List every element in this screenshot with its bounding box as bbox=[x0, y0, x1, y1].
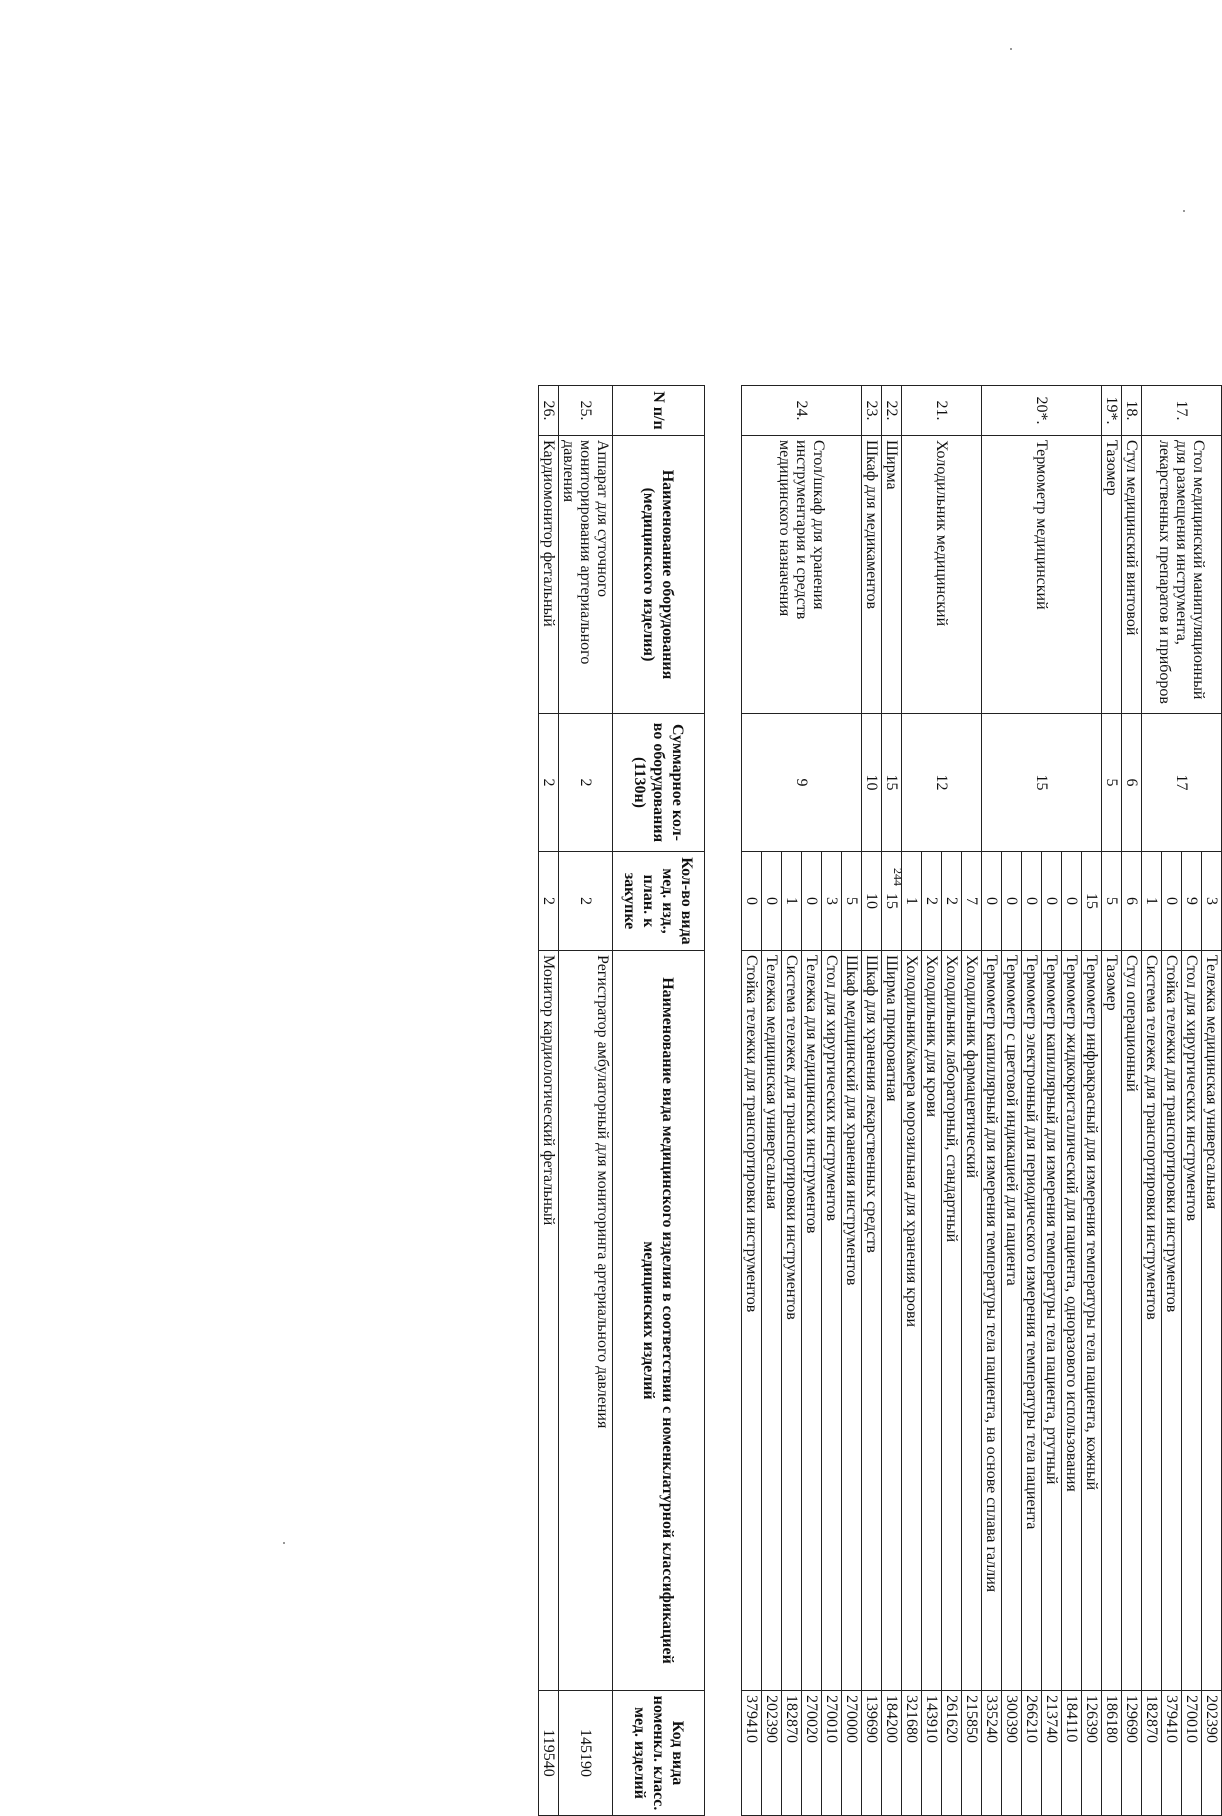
planned-quantity: 0 bbox=[1162, 852, 1182, 951]
device-type-name: Термометр электронный для периодического измерения температуры тела пациента bbox=[1022, 951, 1042, 1691]
planned-quantity: 2 bbox=[539, 852, 559, 951]
equipment-name: Термометр медицинский bbox=[982, 436, 1102, 714]
device-type-name: Стол для хирургических инструментов bbox=[1182, 951, 1202, 1691]
device-code: 145190 bbox=[559, 1691, 613, 1816]
total-quantity: 2 bbox=[539, 714, 559, 852]
device-code: 186180 bbox=[1102, 1691, 1122, 1816]
device-type-name: Тележка медицинская универсальная bbox=[762, 951, 782, 1691]
header-device-type-name: Наименование вида медицинского изделия в соответствии с номенклатурной классификацией медицинских изделий bbox=[613, 951, 705, 1691]
device-type-name: Шкаф медицинский для хранения инструментов bbox=[842, 951, 862, 1691]
row-number: 23. bbox=[862, 386, 882, 436]
planned-quantity: 0 bbox=[1062, 852, 1082, 951]
row-number: 21. bbox=[902, 386, 982, 436]
row-number: 20*. bbox=[982, 386, 1102, 436]
device-type-name: Ширма прикроватная bbox=[882, 951, 902, 1691]
planned-quantity: 2 bbox=[922, 852, 942, 951]
total-quantity: 17 bbox=[1142, 714, 1222, 852]
equipment-name: Кардиомонитор фетальный bbox=[539, 436, 559, 714]
scan-speck bbox=[1010, 48, 1012, 50]
planned-quantity: 0 bbox=[982, 852, 1002, 951]
planned-quantity: 9 bbox=[1182, 852, 1202, 951]
total-quantity: 15 bbox=[882, 714, 902, 852]
planned-quantity: 1 bbox=[1142, 852, 1162, 951]
device-code: 270010 bbox=[1182, 1691, 1202, 1816]
device-type-name: Тележка медицинская универсальная bbox=[1202, 951, 1222, 1691]
row-number: 25. bbox=[559, 386, 613, 436]
device-code: 379410 bbox=[1162, 1691, 1182, 1816]
header-device-code: Код вида номенкл. класс. мед. изделий bbox=[613, 1691, 705, 1816]
device-code: 266210 bbox=[1022, 1691, 1042, 1816]
planned-quantity: 7 bbox=[962, 852, 982, 951]
row-number: 18. bbox=[1122, 386, 1142, 436]
header-planned-quantity: Кол-во вида мед. изд., план. к закупке bbox=[613, 852, 705, 951]
device-code: 202390 bbox=[1202, 1691, 1222, 1816]
planned-quantity: 0 bbox=[1022, 852, 1042, 951]
device-code: 321680 bbox=[902, 1691, 922, 1816]
header-number: N п/п bbox=[613, 386, 705, 436]
device-type-name: Термометр капиллярный для измерения температуры тела пациента, ртутный bbox=[1042, 951, 1062, 1691]
row-number: 26. bbox=[539, 386, 559, 436]
equipment-name: Шкаф для медикаментов bbox=[862, 436, 882, 714]
device-code: 270000 bbox=[842, 1691, 862, 1816]
planned-quantity: 10 bbox=[862, 852, 882, 951]
device-type-name: Термометр с цветовой индикацией для пациента bbox=[1002, 951, 1022, 1691]
device-type-name: Холодильник/камера морозильная для хранения крови bbox=[902, 951, 922, 1691]
equipment-name: Стол медицинский манипуляционный для размещения инструмента, лекарственных препаратов и приборов bbox=[1142, 436, 1222, 714]
device-type-name: Термометр жидкокристаллический для пациента, одноразового использования bbox=[1062, 951, 1082, 1691]
equipment-table-2-body bbox=[539, 386, 613, 1816]
planned-quantity: 1 bbox=[782, 852, 802, 951]
device-type-name: Монитор кардиологический фетальный bbox=[539, 951, 559, 1691]
device-code: 139690 bbox=[862, 1691, 882, 1816]
planned-quantity: 6 bbox=[1122, 852, 1142, 951]
header-equipment-name: Наименование оборудования (медицинского изделия) bbox=[613, 436, 705, 714]
planned-quantity: 5 bbox=[1102, 852, 1122, 951]
planned-quantity: 0 bbox=[1002, 852, 1022, 951]
device-code: 119540 bbox=[539, 1691, 559, 1816]
row-number: 19*. bbox=[1102, 386, 1122, 436]
device-type-name: Стул операционный bbox=[1122, 951, 1142, 1691]
device-code: 261620 bbox=[942, 1691, 962, 1816]
total-quantity: 9 bbox=[742, 714, 862, 852]
equipment-table-body bbox=[742, 386, 1222, 1816]
device-type-name: Холодильник фармацевтический bbox=[962, 951, 982, 1691]
planned-quantity: 2 bbox=[942, 852, 962, 951]
device-type-name: Стойка тележки для транспортировки инструментов bbox=[742, 951, 762, 1691]
equipment-table-continued bbox=[741, 385, 1222, 1816]
total-quantity: 2 bbox=[559, 714, 613, 852]
equipment-name: Стол/шкаф для хранения инструментария и средств медицинского назначения bbox=[742, 436, 862, 714]
total-quantity: 5 bbox=[1102, 714, 1122, 852]
table-row bbox=[962, 386, 982, 1816]
device-type-name: Стол для хирургических инструментов bbox=[822, 951, 842, 1691]
scan-speck bbox=[1183, 210, 1185, 212]
device-type-name: Тазомер bbox=[1102, 951, 1122, 1691]
row-number: 22. bbox=[882, 386, 902, 436]
device-code: 215850 bbox=[962, 1691, 982, 1816]
device-type-name: Система тележек для транспортировки инструментов bbox=[782, 951, 802, 1691]
table-row bbox=[1122, 386, 1142, 1816]
table-row bbox=[882, 386, 902, 1816]
total-quantity: 10 bbox=[862, 714, 882, 852]
row-number: 17. bbox=[1142, 386, 1222, 436]
device-code: 184200 bbox=[882, 1691, 902, 1816]
device-type-name: Стойка тележки для транспортировки инструментов bbox=[1162, 951, 1182, 1691]
table-row bbox=[1082, 386, 1102, 1816]
rotated-document bbox=[122, 385, 1222, 1815]
planned-quantity: 0 bbox=[762, 852, 782, 951]
device-type-name: Холодильник для крови bbox=[922, 951, 942, 1691]
device-type-name: Холодильник лабораторный, стандартный bbox=[942, 951, 962, 1691]
planned-quantity: 5 bbox=[842, 852, 862, 951]
device-code: 143910 bbox=[922, 1691, 942, 1816]
device-type-name: Шкаф для хранения лекарственных средств bbox=[862, 951, 882, 1691]
device-code: 182870 bbox=[1142, 1691, 1162, 1816]
device-type-name: Термометр инфракрасный для измерения температуры тела пациента, кожный bbox=[1082, 951, 1102, 1691]
device-code: 270020 bbox=[802, 1691, 822, 1816]
table-row bbox=[862, 386, 882, 1816]
device-type-name: Регистратор амбулаторный для мониторинга артериального давления bbox=[559, 951, 613, 1691]
device-type-name: Система тележек для транспортировки инструментов bbox=[1142, 951, 1162, 1691]
device-code: 379410 bbox=[742, 1691, 762, 1816]
planned-quantity: 15 bbox=[882, 852, 902, 951]
device-code: 129690 bbox=[1122, 1691, 1142, 1816]
planned-quantity: 0 bbox=[802, 852, 822, 951]
equipment-table-header-block bbox=[538, 385, 705, 1816]
device-code: 300390 bbox=[1002, 1691, 1022, 1816]
equipment-name: Тазомер bbox=[1102, 436, 1122, 714]
device-code: 184110 bbox=[1062, 1691, 1082, 1816]
device-code: 270010 bbox=[822, 1691, 842, 1816]
planned-quantity: 15 bbox=[1082, 852, 1102, 951]
planned-quantity: 0 bbox=[1042, 852, 1062, 951]
device-code: 182870 bbox=[782, 1691, 802, 1816]
table-row bbox=[1102, 386, 1122, 1816]
total-quantity: 15 bbox=[982, 714, 1102, 852]
planned-quantity: 3 bbox=[1202, 852, 1222, 951]
table-row bbox=[539, 386, 559, 1816]
table-row bbox=[842, 386, 862, 1816]
planned-quantity: 1 bbox=[902, 852, 922, 951]
device-type-name: Тележка для медицинских инструментов bbox=[802, 951, 822, 1691]
equipment-name: Ширма bbox=[882, 436, 902, 714]
table-header-row bbox=[613, 386, 705, 1816]
table-row bbox=[559, 386, 613, 1816]
row-number: 24. bbox=[742, 386, 862, 436]
device-code: 202390 bbox=[762, 1691, 782, 1816]
page-number: 244 bbox=[891, 868, 905, 886]
equipment-name: Стул медицинский винтовой bbox=[1122, 436, 1142, 714]
device-code: 213740 bbox=[1042, 1691, 1062, 1816]
equipment-name: Холодильник медицинский bbox=[902, 436, 982, 714]
equipment-name: Аппарат для суточного мониторирования артериального давления bbox=[559, 436, 613, 714]
planned-quantity: 0 bbox=[742, 852, 762, 951]
total-quantity: 12 bbox=[902, 714, 982, 852]
device-code: 335240 bbox=[982, 1691, 1002, 1816]
table-row bbox=[1202, 386, 1222, 1816]
header-total-quantity: Суммарное кол-во оборудования (1130н) bbox=[613, 714, 705, 852]
planned-quantity: 2 bbox=[559, 852, 613, 951]
device-type-name: Термометр капиллярный для измерения температуры тела пациента, на основе сплава галлия bbox=[982, 951, 1002, 1691]
total-quantity: 6 bbox=[1122, 714, 1142, 852]
device-code: 126390 bbox=[1082, 1691, 1102, 1816]
planned-quantity: 3 bbox=[822, 852, 842, 951]
